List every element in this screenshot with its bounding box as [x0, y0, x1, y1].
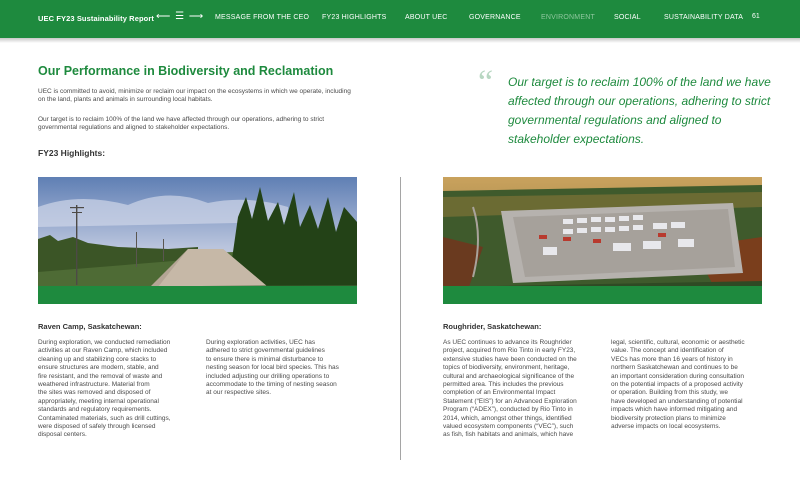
report-title: UEC FY23 Sustainability Report: [38, 14, 154, 23]
nav-environment[interactable]: ENVIRONMENT: [541, 14, 595, 21]
pull-quote: Our target is to reclaim 100% of the land we have affected through our operations, adhering to strict governmental regulations and aligned to stakeholder expectations.: [508, 75, 771, 146]
section-title: Our Performance in Biodiversity and Reclamation: [38, 64, 334, 78]
intro-paragraph-2: Our target is to reclaim 100% of the land we have affected through our operations, adhering to strict governmental regulations and aligned to stakeholder expectations.: [38, 116, 325, 132]
nav-sustainability-data[interactable]: SUSTAINABILITY DATA: [664, 14, 744, 21]
page-number: 61: [752, 13, 760, 20]
nav-governance[interactable]: GOVERNANCE: [469, 14, 521, 21]
raven-camp-photo: [38, 177, 357, 304]
raven-camp-column-1: During exploration, we conducted remediation activities at our Raven Camp, which included cleaning up and stabilizing core stacks to ensure structures are modern, stable, and fire resistant, and the removal of waste and weathered infrastructure. Material from the sites was removed and disposed of appropriately, meeting internal operational standards and regulatory requirements. Contaminated materials, such as drill cuttings, were disposed of safely through licensed disposal centers.: [38, 339, 171, 439]
nav-about-uec[interactable]: ABOUT UEC: [405, 14, 448, 21]
roughrider-photo: [443, 177, 762, 304]
photo-green-strip: [38, 286, 357, 304]
nav-social[interactable]: SOCIAL: [614, 14, 641, 21]
roughrider-column-1: As UEC continues to advance its Roughrider project, acquired from Rio Tinto in early FY23, extensive studies have been conducted on the topics of biodiversity, environment, heritage, cultural and archaeological significance of the permitted area. This includes the previous completion of an Environmental Impact Statement (“EIS”) for an Advanced Exploration Program (“ADEX”), conducted by Rio Tinto in 2014, which, amongst other things, identified valued ecosystem components (“VEC”), such as fish, fish habitats and animals, which have: [443, 339, 577, 439]
roughrider-column-2: legal, scientific, cultural, economic or aesthetic value. The concept and identification of VECs has more than 16 years of history in northern Saskatchewan and continues to be an important consideration during consultation on the potential impacts of a proposed activity or operation. Building from this study, we have developed an understanding of potential impacts which have informed mitigating and biodiversity protection plans to minimize adverse impacts on local ecosystems.: [611, 339, 745, 431]
page-nav-controls-icon[interactable]: ⟵ ☰ ⟶: [156, 11, 205, 22]
top-nav-bar: [0, 0, 800, 38]
intro-paragraph-1: UEC is committed to avoid, minimize or reclaim our impact on the ecosystems in which we operate, including on the land, plants and animals in surrounding local habitats.: [38, 88, 351, 104]
header-shadow: [0, 38, 800, 43]
nav-fy23-highlights[interactable]: FY23 HIGHLIGHTS: [322, 14, 387, 21]
raven-camp-column-2: During exploration activities, UEC has adhered to strict governmental guidelines to ensure there is minimal disturbance to nesting season for local bird species. This has included adjusting our drilling operations to accommodate to the timing of nesting season at our respective sites.: [206, 339, 339, 397]
roughrider-heading: Roughrider, Saskatchewan:: [443, 322, 542, 331]
photo-green-strip: [443, 286, 762, 304]
highlights-heading: FY23 Highlights:: [38, 148, 106, 158]
column-divider: [400, 177, 401, 460]
quote-mark-icon: “: [478, 64, 494, 101]
raven-camp-heading: Raven Camp, Saskatchewan:: [38, 322, 142, 331]
nav-message-from-ceo[interactable]: MESSAGE FROM THE CEO: [215, 14, 310, 21]
